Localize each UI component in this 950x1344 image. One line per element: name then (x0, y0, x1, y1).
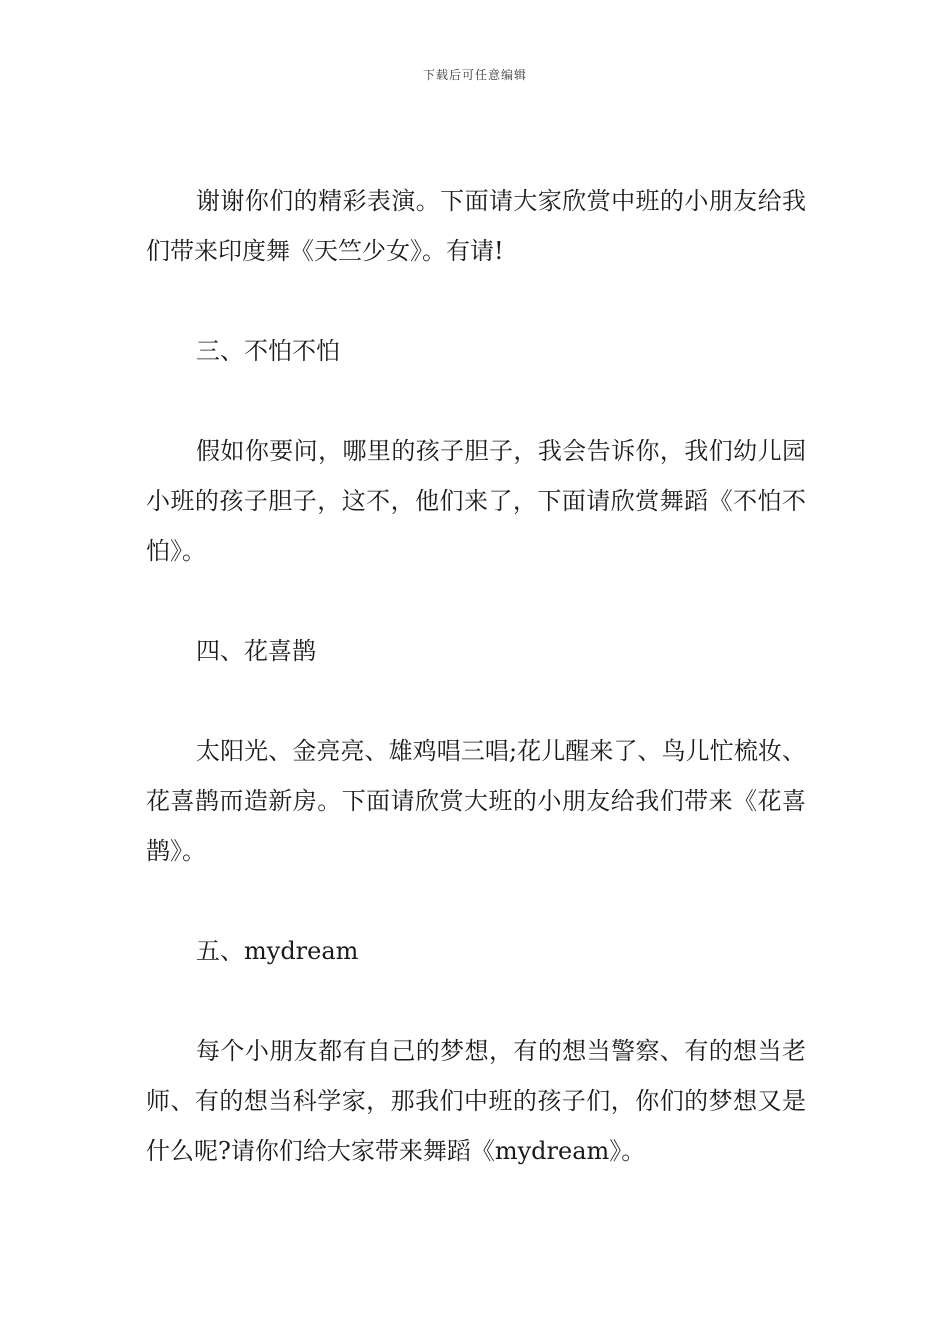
paragraph-section-5: 每个小朋友都有自己的梦想，有的想当警察、有的想当老师、有的想当科学家，那我们中班的孩子们，你们的梦想又是什么呢?请你们给大家带来舞蹈《mydream》。 (146, 1037, 806, 1165)
paragraph-section-4: 太阳光、金亮亮、雄鸡唱三唱;花儿醒来了、鸟儿忙梳妆、花喜鹊而造新房。下面请欣赏大班的小朋友给我们带来《花喜鹊》。 (146, 737, 806, 865)
paragraph-section-3: 假如你要问，哪里的孩子胆子，我会告诉你，我们幼儿园小班的孩子胆子，这不，他们来了，下面请欣赏舞蹈《不怕不怕》。 (146, 437, 806, 565)
page-header: 下载后可任意编辑 (422, 68, 527, 82)
heading-section-3: 三、不怕不怕 (196, 337, 340, 365)
document-body (146, 176, 806, 1176)
heading-section-5: 五、mydream (196, 937, 359, 965)
paragraph-thanks: 谢谢你们的精彩表演。下面请大家欣赏中班的小朋友给我们带来印度舞《天竺少女》。有请! (146, 187, 806, 265)
heading-section-4: 四、花喜鹊 (196, 637, 316, 665)
